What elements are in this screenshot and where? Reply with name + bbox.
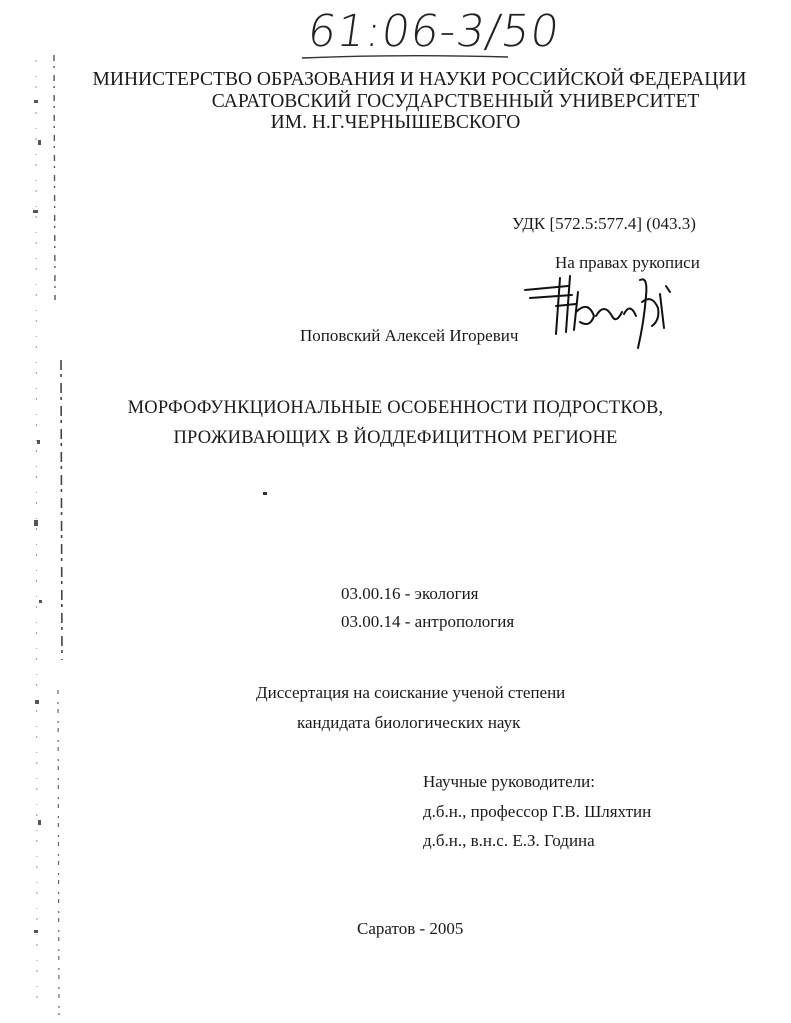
university-named-after: ИМ. Н.Г.ЧЕРНЫШЕВСКОГО bbox=[270, 112, 521, 133]
archive-code-underline bbox=[300, 52, 512, 64]
specialty-ecology: 03.00.16 - экология bbox=[341, 584, 479, 603]
supervisors-heading: Научные руководители: bbox=[423, 772, 595, 791]
degree-line1: Диссертация на соискание ученой степени bbox=[256, 683, 566, 702]
city-year: Саратов - 2005 bbox=[357, 919, 464, 938]
university-name: САРАТОВСКИЙ ГОСУДАРСТВЕННЫЙ УНИВЕРСИТЕТ bbox=[211, 91, 700, 112]
scan-speck bbox=[263, 492, 267, 495]
archive-code: 61:06-3/50 bbox=[304, 6, 564, 57]
specialty-anthropology: 03.00.14 - антропология bbox=[341, 612, 515, 631]
manuscript-rights: На правах рукописи bbox=[555, 253, 700, 272]
supervisor-2: д.б.н., в.н.с. Е.З. Година bbox=[423, 831, 595, 850]
author-signature bbox=[520, 272, 680, 354]
degree-line2: кандидата биологических наук bbox=[297, 713, 521, 732]
supervisor-1: д.б.н., профессор Г.В. Шляхтин bbox=[423, 802, 652, 821]
scan-edge-artifacts bbox=[28, 0, 70, 1023]
dissertation-title-line2: ПРОЖИВАЮЩИХ В ЙОДДЕФИЦИТНОМ РЕГИОНЕ bbox=[173, 428, 618, 448]
dissertation-title-line1: МОРФОФУНКЦИОНАЛЬНЫЕ ОСОБЕННОСТИ ПОДРОСТКОВ, bbox=[127, 398, 664, 418]
ministry-name: МИНИСТЕРСТВО ОБРАЗОВАНИЯ И НАУКИ РОССИЙСКОЙ ФЕДЕРАЦИИ bbox=[92, 69, 747, 90]
author-name: Поповский Алексей Игоревич bbox=[300, 326, 519, 345]
udc-code: УДК [572.5:577.4] (043.3) bbox=[512, 214, 696, 233]
